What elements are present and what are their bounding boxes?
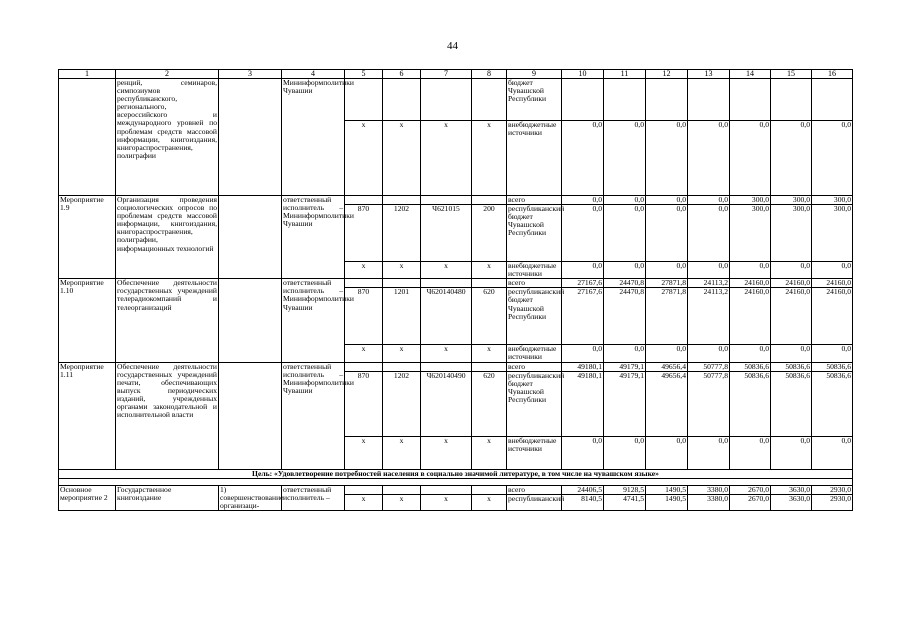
- cell-value: 0,0: [604, 205, 646, 262]
- cell-value: 0,0: [812, 345, 853, 362]
- cell-value: 8140,5: [562, 495, 604, 511]
- cell-value: 49180,1: [562, 362, 604, 371]
- cell-col3: [219, 79, 282, 196]
- cell-value: 3630,0: [771, 485, 812, 494]
- cell-value: 0,0: [730, 345, 771, 362]
- table-row: [59, 79, 853, 121]
- cell-value: 50836,6: [730, 371, 771, 436]
- cell-executor: Мининформполитики Чувашии: [282, 79, 345, 196]
- cell-code: 620: [472, 371, 507, 436]
- cell-value: 0,0: [646, 262, 688, 279]
- cell-code: х: [383, 345, 421, 362]
- cell-value: 27167,6: [562, 279, 604, 288]
- col-header-2: 2: [116, 70, 219, 79]
- cell-description: Обеспечение деятельности государственных учреждений телерадиокомпаний и телеорганизаций: [116, 279, 219, 362]
- goal-heading: Цель: «Удовлетворение потребностей населения в социально значимой литературе, в том числе на чувашском языке»: [59, 469, 853, 478]
- cell-value: 0,0: [562, 205, 604, 262]
- col-header-5: 5: [345, 70, 383, 79]
- cell-value: 0,0: [646, 121, 688, 196]
- cell-value: 24160,0: [730, 279, 771, 288]
- cell-source: бюджет Чувашской Республики: [507, 79, 562, 121]
- cell: [345, 362, 383, 371]
- cell-executor: ответственный исполнитель – Мининформполитики Чувашии: [282, 196, 345, 279]
- cell-code: х: [383, 121, 421, 196]
- cell-executor: ответственный исполнитель – Мининформполитики Чувашии: [282, 279, 345, 362]
- cell-value: 50836,6: [812, 371, 853, 436]
- col-header-15: 15: [771, 70, 812, 79]
- cell-value: 0,0: [604, 196, 646, 205]
- cell-value: 24113,2: [688, 288, 730, 345]
- cell-source: всего: [507, 485, 562, 494]
- cell-source: республиканский: [507, 495, 562, 511]
- cell-description: Государственное книгоиздание: [116, 485, 219, 510]
- cell-code: 1202: [383, 205, 421, 262]
- cell-code: х: [421, 262, 472, 279]
- cell-code: х: [345, 345, 383, 362]
- cell-value: 0,0: [771, 436, 812, 469]
- cell-value: 27871,8: [646, 288, 688, 345]
- cell: [472, 362, 507, 371]
- cell-code: х: [472, 436, 507, 469]
- cell-value: 24160,0: [771, 279, 812, 288]
- cell-col3: [219, 196, 282, 279]
- cell-col3: [219, 279, 282, 362]
- col-header-1: 1: [59, 70, 116, 79]
- cell: [771, 79, 812, 121]
- col-header-12: 12: [646, 70, 688, 79]
- cell-label: Мероприятие 1.10: [59, 279, 116, 362]
- cell-value: 300,0: [730, 205, 771, 262]
- cell-code: 870: [345, 288, 383, 345]
- cell-value: 0,0: [688, 196, 730, 205]
- spacer: [59, 478, 853, 485]
- table-row: [59, 362, 853, 371]
- cell-label: Мероприятие 1.11: [59, 362, 116, 469]
- cell-value: 50836,6: [771, 371, 812, 436]
- cell-value: 24406,5: [562, 485, 604, 494]
- cell-value: 0,0: [688, 436, 730, 469]
- cell-source: внебюджетные источники: [507, 121, 562, 196]
- cell-value: 9128,5: [604, 485, 646, 494]
- cell-code: х: [472, 495, 507, 511]
- cell-executor: ответственный исполнитель –: [282, 485, 345, 510]
- gap-row: [59, 478, 853, 485]
- cell-source: республиканский бюджет Чувашской Республики: [507, 288, 562, 345]
- cell-value: 4741,5: [604, 495, 646, 511]
- cell-code: х: [421, 345, 472, 362]
- cell-value: 0,0: [688, 121, 730, 196]
- cell-source: всего: [507, 196, 562, 205]
- cell-value: 50836,6: [812, 362, 853, 371]
- cell-value: 27167,6: [562, 288, 604, 345]
- cell-value: 3630,0: [771, 495, 812, 511]
- cell-value: 0,0: [771, 345, 812, 362]
- cell-value: 1490,5: [646, 495, 688, 511]
- cell-source: внебюджетные источники: [507, 436, 562, 469]
- cell-source: республиканский бюджет Чувашской Республики: [507, 205, 562, 262]
- cell: [730, 79, 771, 121]
- cell-value: 0,0: [646, 196, 688, 205]
- cell-code: х: [345, 121, 383, 196]
- page-number: 44: [447, 40, 458, 52]
- goal-row: [59, 469, 853, 478]
- cell: [421, 362, 472, 371]
- cell-source: внебюджетные источники: [507, 345, 562, 362]
- cell: [383, 362, 421, 371]
- cell-code: х: [421, 121, 472, 196]
- col-header-9: 9: [507, 70, 562, 79]
- cell-value: 0,0: [812, 121, 853, 196]
- cell-value: 0,0: [604, 436, 646, 469]
- cell-source: внебюджетные источники: [507, 262, 562, 279]
- cell-value: 24160,0: [812, 279, 853, 288]
- cell-value: 0,0: [604, 345, 646, 362]
- cell-col3: 1) совершенствование организаци-: [220, 484, 284, 510]
- cell-value: 0,0: [646, 345, 688, 362]
- cell-value: 24160,0: [771, 288, 812, 345]
- cell-value: 0,0: [730, 121, 771, 196]
- cell-value: 300,0: [812, 205, 853, 262]
- cell-value: 0,0: [771, 262, 812, 279]
- col-header-10: 10: [562, 70, 604, 79]
- cell-value: 24160,0: [730, 288, 771, 345]
- cell: [472, 79, 507, 121]
- cell-value: 0,0: [562, 436, 604, 469]
- cell-value: 49179,1: [604, 362, 646, 371]
- cell: [421, 79, 472, 121]
- cell-description: Организация проведения социологических опросов по проблемам средств массовой информации, книгоиздания, книгораспространения, полиграфии, информационных технологий: [116, 196, 219, 279]
- cell-value: 50836,6: [730, 362, 771, 371]
- cell-code: 620: [472, 288, 507, 345]
- cell-source: республиканский бюджет Чувашской Республики: [507, 371, 562, 436]
- cell-code: Ч620140490: [421, 371, 472, 436]
- cell-label: Мероприятие 1.9: [59, 196, 116, 279]
- cell-code: х: [472, 262, 507, 279]
- cell: [688, 79, 730, 121]
- col-header-8: 8: [472, 70, 507, 79]
- cell-value: 24160,0: [812, 288, 853, 345]
- cell-value: 2670,0: [730, 485, 771, 494]
- cell-value: 300,0: [812, 196, 853, 205]
- budget-table: [58, 69, 853, 511]
- col-header-16: 16: [812, 70, 853, 79]
- cell-code: х: [345, 436, 383, 469]
- cell-value: 0,0: [604, 121, 646, 196]
- cell: [604, 79, 646, 121]
- col-header-7: 7: [421, 70, 472, 79]
- cell-code: 870: [345, 371, 383, 436]
- cell-code: х: [383, 436, 421, 469]
- table-row: [59, 485, 853, 494]
- cell-value: 300,0: [771, 205, 812, 262]
- cell-code: х: [421, 436, 472, 469]
- cell-code: 200: [472, 205, 507, 262]
- cell-value: 2930,0: [812, 495, 853, 511]
- cell-code: х: [345, 495, 383, 511]
- cell-value: 300,0: [771, 196, 812, 205]
- cell-value: 50777,8: [688, 362, 730, 371]
- cell-code: х: [421, 495, 472, 511]
- cell-code: х: [383, 495, 421, 511]
- cell-value: 2670,0: [730, 495, 771, 511]
- cell-col3: [219, 362, 282, 469]
- cell-description: Обеспечение деятельности государственных учреждений печати, обеспечивающих выпуск периодических изданий, учрежденных органами законодательной и исполнительной власти: [116, 362, 219, 469]
- cell-value: 0,0: [562, 262, 604, 279]
- cell-value: 50836,6: [771, 362, 812, 371]
- cell: [562, 79, 604, 121]
- cell: [812, 79, 853, 121]
- cell-value: 2930,0: [812, 485, 853, 494]
- cell-label: Основное мероприятие 2: [59, 485, 116, 510]
- col-header-11: 11: [604, 70, 646, 79]
- cell-value: 0,0: [646, 205, 688, 262]
- col-header-3: 3: [219, 70, 282, 79]
- col-header-14: 14: [730, 70, 771, 79]
- cell-label: [59, 79, 116, 196]
- cell-value: 24113,2: [688, 279, 730, 288]
- cell-value: 0,0: [688, 262, 730, 279]
- cell-executor: ответственный исполнитель – Мининформполитики Чувашии: [282, 362, 345, 469]
- cell-code: 1202: [383, 371, 421, 436]
- cell-value: 49179,1: [604, 371, 646, 436]
- cell-value: 0,0: [730, 436, 771, 469]
- cell-value: 0,0: [646, 436, 688, 469]
- cell: [383, 79, 421, 121]
- cell-value: 49656,4: [646, 362, 688, 371]
- col-header-6: 6: [383, 70, 421, 79]
- cell-code: Ч621015: [421, 205, 472, 262]
- cell-code: Ч620140480: [421, 288, 472, 345]
- cell-code: 1201: [383, 288, 421, 345]
- cell-value: 49180,1: [562, 371, 604, 436]
- cell-source: всего: [507, 279, 562, 288]
- cell-value: 300,0: [730, 196, 771, 205]
- cell-code: 870: [345, 205, 383, 262]
- cell-value: 0,0: [730, 262, 771, 279]
- cell-value: 0,0: [562, 121, 604, 196]
- cell-value: 3380,0: [688, 485, 730, 494]
- cell-value: 0,0: [562, 345, 604, 362]
- cell: [646, 79, 688, 121]
- cell-value: 24470,8: [604, 279, 646, 288]
- cell-value: 27871,8: [646, 279, 688, 288]
- cell-value: 0,0: [688, 345, 730, 362]
- cell-value: 0,0: [562, 196, 604, 205]
- cell-value: 0,0: [688, 205, 730, 262]
- cell-code: х: [383, 262, 421, 279]
- cell-code: х: [472, 345, 507, 362]
- cell-value: 49656,4: [646, 371, 688, 436]
- cell-value: 24470,8: [604, 288, 646, 345]
- cell-value: 50777,8: [688, 371, 730, 436]
- cell-code: х: [345, 262, 383, 279]
- cell-description: ренций, семинаров, симпозиумов республиканского, регионального, всероссийского и международного уровней по проблемам средств массовой информации, книгоиздания, книгораспространения, полиграфии: [116, 79, 219, 196]
- cell-value: 1490,5: [646, 485, 688, 494]
- cell-value: 0,0: [812, 436, 853, 469]
- cell-value: 3380,0: [688, 495, 730, 511]
- cell-source: всего: [507, 362, 562, 371]
- col-header-13: 13: [688, 70, 730, 79]
- cell-code: х: [472, 121, 507, 196]
- cell-value: 0,0: [604, 262, 646, 279]
- col-header-4: 4: [282, 70, 345, 79]
- cell-value: 0,0: [812, 262, 853, 279]
- cell-value: 0,0: [771, 121, 812, 196]
